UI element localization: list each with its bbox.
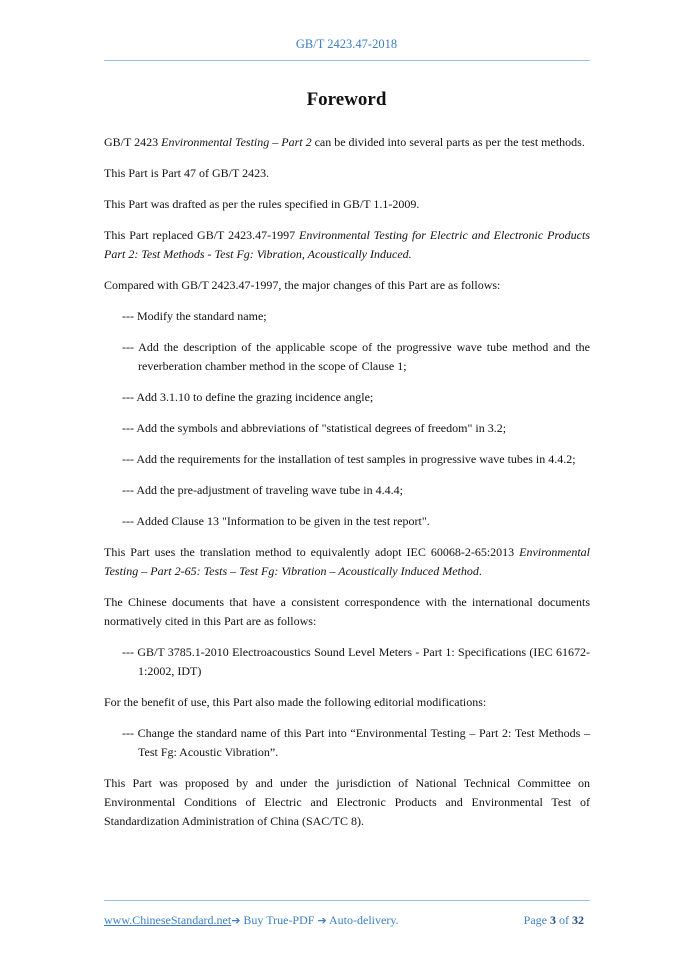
page-indicator: Page 3 of 32	[523, 913, 584, 927]
paragraph-editorial-intro: For the benefit of use, this Part also made the following editorial modifications:	[104, 695, 487, 709]
paragraph-intro: GB/T 2423 Environmental Testing – Part 2 can be divided into several parts as per the test methods.	[104, 135, 585, 149]
page-footer	[104, 913, 590, 928]
list-item: --- Add the requirements for the installation of test samples in progressive wave tubes in 4.4.2;	[122, 452, 576, 466]
list-item: --- Modify the standard name;	[122, 309, 267, 323]
list-item: --- Add 3.1.10 to define the grazing incidence angle;	[122, 390, 374, 404]
running-header: GB/T 2423.47-2018	[295, 37, 398, 51]
list-item: --- Added Clause 13 "Information to be given in the test report".	[122, 514, 430, 528]
footer-left	[104, 913, 399, 928]
site-link[interactable]: www.ChineseStandard.net	[104, 913, 232, 927]
delivery-text: Auto-delivery.	[326, 913, 399, 927]
page-title: Foreword	[306, 89, 387, 110]
list-item: --- Add the pre-adjustment of traveling wave tube in 4.4.4;	[122, 483, 403, 497]
header-divider	[104, 60, 590, 61]
total-pages: 32	[572, 913, 584, 927]
list-item: --- Change the standard name of this Part into “Environmental Testing – Part 2: Test Methods – Test Fg: Acoustic Vibration”.	[122, 726, 590, 759]
current-page: 3	[550, 913, 556, 927]
paragraph-part-number: This Part is Part 47 of GB/T 2423.	[104, 166, 270, 180]
document-body	[104, 133, 590, 843]
paragraph-translation-method: This Part uses the translation method to equivalently adopt IEC 60068-2-65:2013 Environmental Testing – Part 2-65: Tests – Test Fg: Vibration – Acoustically Induced Method.	[104, 545, 590, 578]
paragraph-replaced: This Part replaced GB/T 2423.47-1997 Environmental Testing for Electric and Electronic Products Part 2: Test Methods - Test Fg: Vibration, Acoustically Induced.	[104, 228, 591, 261]
list-item: --- Add the symbols and abbreviations of "statistical degrees of freedom" in 3.2;	[122, 421, 507, 435]
list-item: --- Add the description of the applicable scope of the progressive wave tube method and the reverberation chamber method in the scope of Clause 1;	[122, 340, 590, 373]
arrow-right-icon: ➔	[317, 914, 327, 927]
list-item: --- GB/T 3785.1-2010 Electroacoustics Sound Level Meters - Part 1: Specifications (IEC 61672-1:2002, IDT)	[122, 645, 590, 678]
footer-divider	[104, 900, 590, 901]
buy-text: Buy True-PDF	[240, 913, 318, 927]
paragraph-jurisdiction: This Part was proposed by and under the jurisdiction of National Technical Committee on Environmental Conditions of Electric and Electronic Products and Environmental Test of Standardization Administration of China (SAC/TC 8).	[104, 776, 590, 828]
paragraph-drafting-rules: This Part was drafted as per the rules specified in GB/T 1.1-2009.	[104, 197, 420, 211]
paragraph-chinese-documents: The Chinese documents that have a consistent correspondence with the international documents normatively cited in this Part are as follows:	[104, 595, 590, 628]
arrow-right-icon: ➔	[231, 914, 241, 927]
paragraph-changes-intro: Compared with GB/T 2423.47-1997, the major changes of this Part are as follows:	[104, 278, 501, 292]
